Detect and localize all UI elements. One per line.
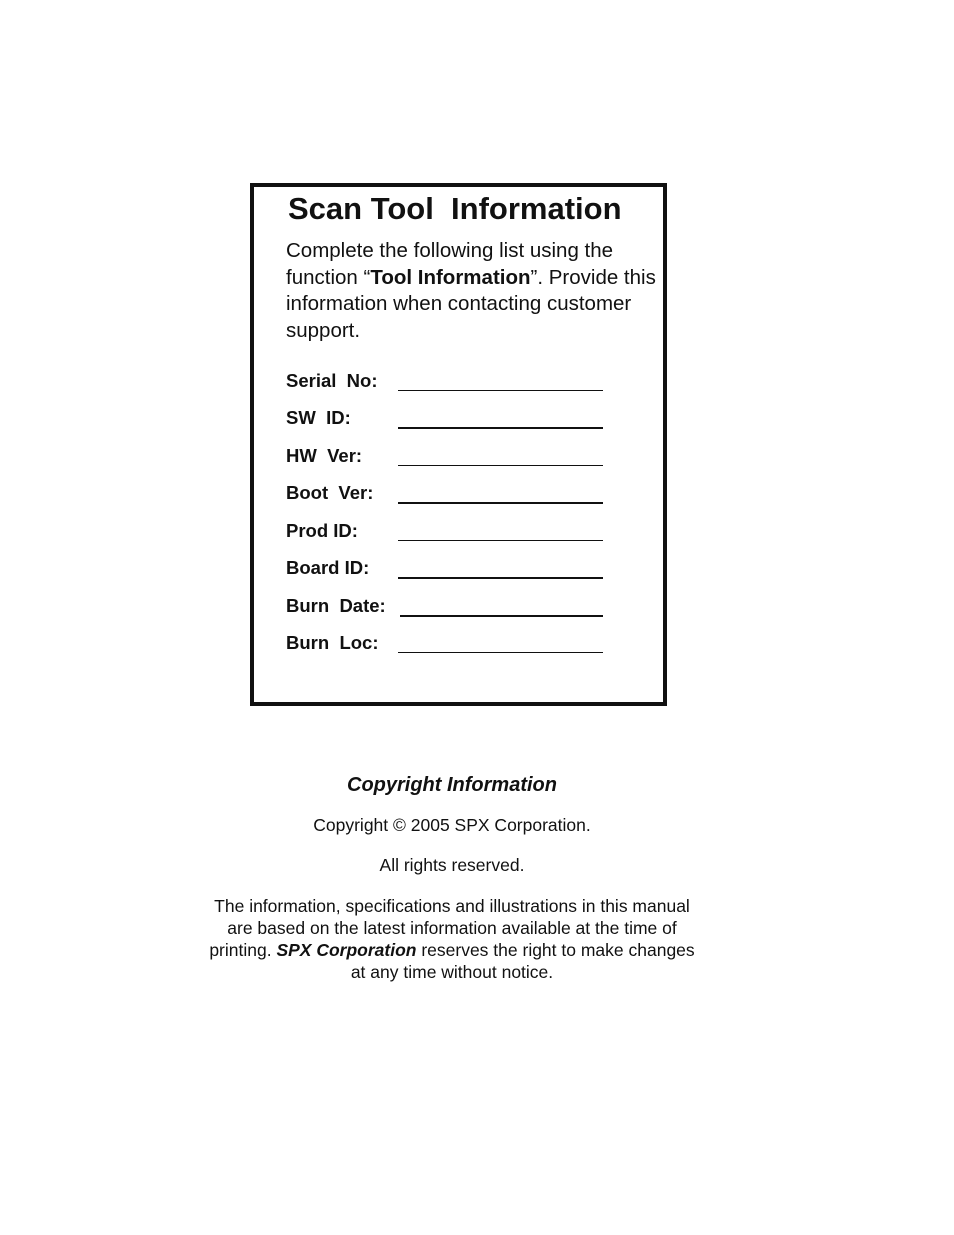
field-board-id [286,557,616,581]
field-serial-no [286,370,616,394]
field-burn-date [286,595,616,619]
field-blank-line [398,652,603,653]
intro-text-emphasis: Tool Information [370,265,531,289]
field-prod-id [286,520,616,544]
field-blank-line [398,502,603,504]
disclaimer-end: reserves the right to make changes at any time without notice. [350,940,695,982]
box-intro-text [286,238,656,344]
field-blank-line [398,465,603,466]
field-blank-line [400,615,603,617]
scan-tool-info-box [250,183,667,706]
field-label: HW Ver: [286,445,363,466]
rights-reserved: All rights reserved. [379,855,525,875]
copyright-notice: Copyright © 2005 SPX Corporation. [313,815,591,835]
field-boot-ver [286,482,616,506]
field-label: Burn Date: [286,595,386,616]
disclaimer-start: The information, specifications and illustrations in this manual are based on the latest information available at the time of printing. [209,896,690,960]
field-label: SW ID: [286,407,351,428]
field-blank-line [398,577,603,579]
copyright-heading: Copyright Information [347,774,557,796]
field-blank-line [398,390,603,391]
disclaimer-text [202,895,702,983]
field-burn-loc [286,632,616,656]
field-sw-id [286,407,616,431]
field-label: Board ID: [286,557,370,578]
field-blank-line [398,427,603,429]
field-blank-line [398,540,603,541]
field-label: Boot Ver: [286,482,374,503]
field-hw-ver [286,445,616,469]
field-label: Burn Loc: [286,632,379,653]
company-name: SPX Corporation [276,940,417,960]
field-label: Prod ID: [286,520,358,541]
intro-text-end: ”. Provide this information when contacting customer support. [286,265,656,342]
intro-text-start: Complete the following list using the function “ [286,239,614,289]
field-label: Serial No: [286,370,378,391]
box-title: Scan Tool Information [288,191,622,226]
